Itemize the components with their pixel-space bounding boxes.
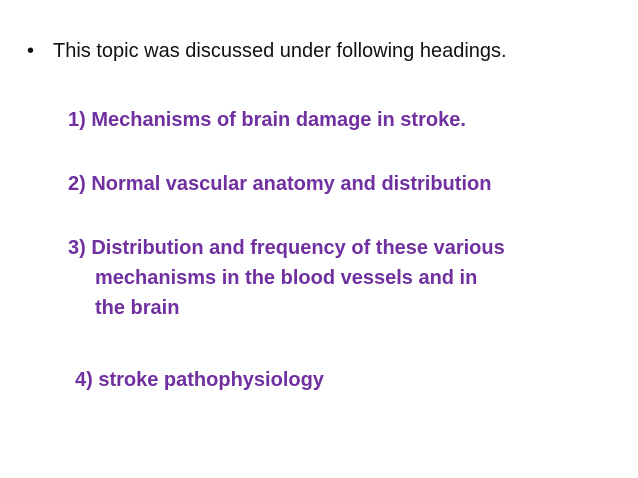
heading-item-3: [68, 233, 505, 323]
heading-item-2: [68, 169, 491, 199]
heading-item-4: [75, 365, 324, 395]
heading-3-line-2: mechanisms in the blood vessels and in: [95, 267, 478, 289]
heading-4-text: 4) stroke pathophysiology: [75, 369, 324, 391]
intro-text: This topic was discussed under following headings.: [53, 40, 507, 62]
heading-3-line-3: the brain: [95, 297, 180, 319]
heading-1-text: 1) Mechanisms of brain damage in stroke.: [68, 109, 466, 131]
heading-2-text: 2) Normal vascular anatomy and distribution: [68, 173, 492, 195]
heading-3-line-1: 3) Distribution and frequency of these various: [68, 237, 505, 259]
bullet-icon: •: [27, 40, 35, 62]
heading-item-1: [68, 105, 466, 135]
intro-bullet-row: [27, 40, 507, 63]
